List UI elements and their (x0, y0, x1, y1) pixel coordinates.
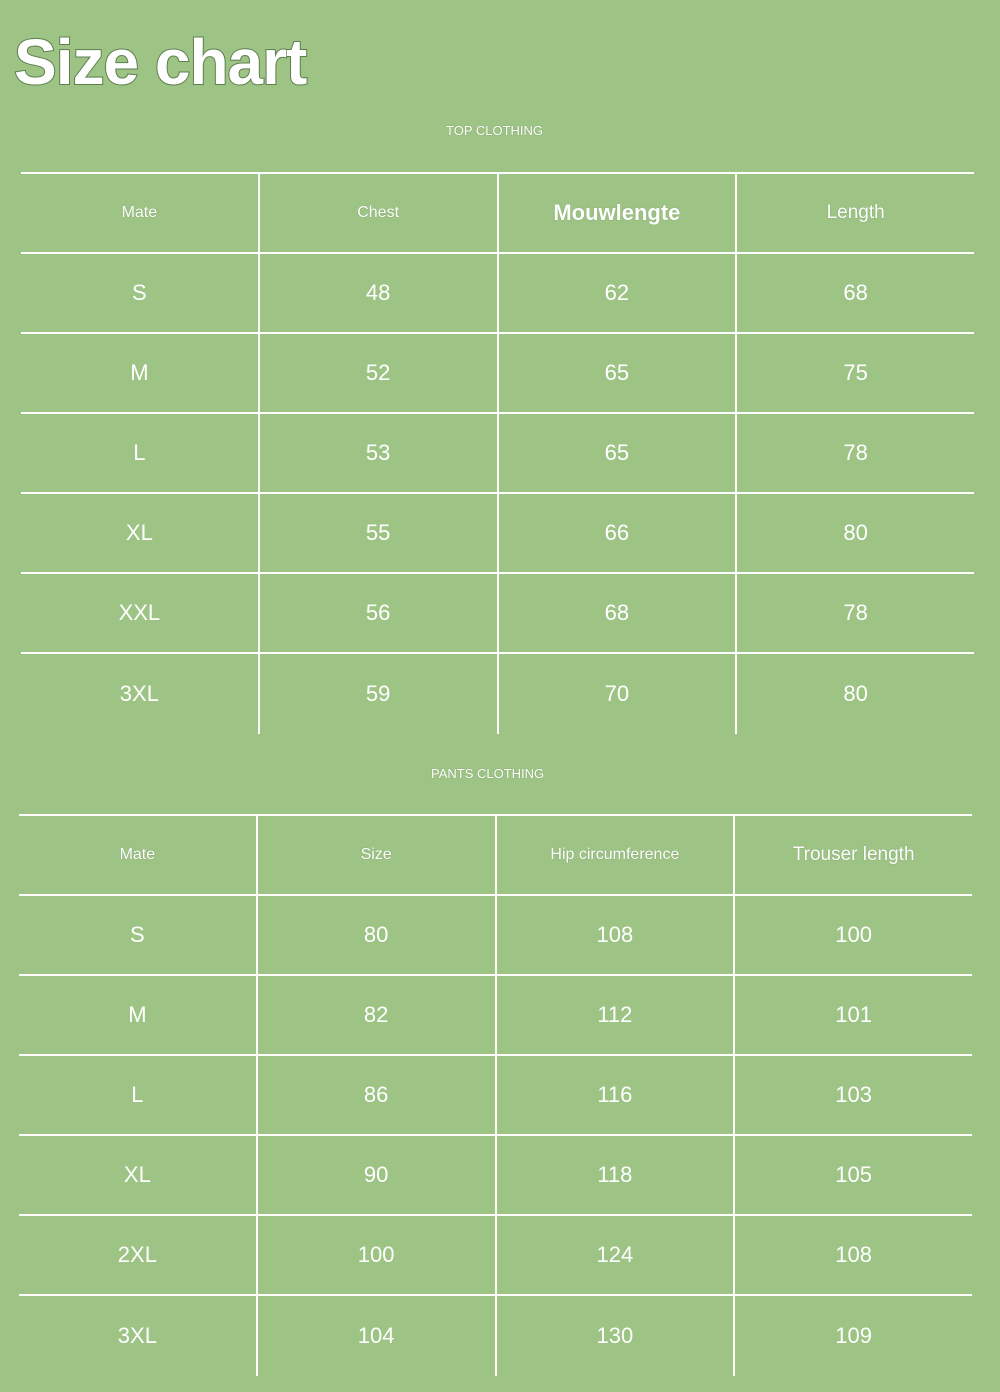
pants-clothing-label: PANTS CLOTHING (431, 766, 545, 781)
pants-size-table (19, 814, 972, 1376)
cell-sleeve-length: 68 (499, 574, 738, 652)
cell-size: 90 (258, 1136, 497, 1214)
cell-hip-circumference: 116 (497, 1056, 736, 1134)
cell-mate: L (19, 1056, 258, 1134)
cell-size: 104 (258, 1296, 497, 1376)
table-row (21, 494, 974, 574)
cell-chest: 52 (260, 334, 499, 412)
cell-size: XXL (21, 574, 260, 652)
table-row (19, 1296, 972, 1376)
table-header-row (19, 816, 972, 896)
cell-size: S (21, 254, 260, 332)
header-length: Length (826, 202, 885, 223)
table-row (19, 976, 972, 1056)
cell-trouser-length: 100 (835, 922, 872, 947)
cell-size: 80 (258, 896, 497, 974)
header-mate: Mate (21, 174, 260, 252)
cell-sleeve-length: 66 (499, 494, 738, 572)
cell-length: 80 (843, 681, 868, 706)
table-header-row (21, 174, 974, 254)
cell-chest: 59 (260, 654, 499, 734)
top-clothing-label: TOP CLOTHING (446, 123, 544, 138)
cell-mate: XL (19, 1136, 258, 1214)
cell-trouser-length: 108 (835, 1242, 872, 1267)
table-row (19, 1056, 972, 1136)
cell-length: 80 (843, 520, 868, 545)
header-size: Size (258, 816, 497, 894)
cell-size: M (21, 334, 260, 412)
cell-hip-circumference: 124 (497, 1216, 736, 1294)
cell-mate: 3XL (19, 1296, 258, 1376)
cell-hip-circumference: 130 (497, 1296, 736, 1376)
cell-size: XL (21, 494, 260, 572)
cell-hip-circumference: 112 (497, 976, 736, 1054)
header-mate: Mate (19, 816, 258, 894)
table-row (21, 414, 974, 494)
cell-length: 78 (843, 600, 868, 625)
cell-chest: 56 (260, 574, 499, 652)
cell-chest: 55 (260, 494, 499, 572)
cell-sleeve-length: 65 (499, 334, 738, 412)
page-title: Size chart (14, 26, 307, 98)
cell-size: 82 (258, 976, 497, 1054)
table-row (21, 574, 974, 654)
cell-length: 68 (843, 280, 868, 305)
header-sleeve-length: Mouwlengte (499, 174, 738, 252)
cell-mate: M (19, 976, 258, 1054)
cell-sleeve-length: 65 (499, 414, 738, 492)
cell-size: 100 (258, 1216, 497, 1294)
cell-length: 75 (843, 360, 868, 385)
cell-trouser-length: 109 (835, 1323, 872, 1348)
cell-size: 86 (258, 1056, 497, 1134)
top-size-table (21, 172, 974, 734)
header-chest: Chest (260, 174, 499, 252)
cell-trouser-length: 105 (835, 1162, 872, 1187)
header-hip-circumference: Hip circumference (497, 816, 736, 894)
table-row (19, 896, 972, 976)
cell-sleeve-length: 62 (499, 254, 738, 332)
cell-size: L (21, 414, 260, 492)
table-row (21, 254, 974, 334)
table-row (21, 654, 974, 734)
cell-length: 78 (843, 440, 868, 465)
cell-mate: S (19, 896, 258, 974)
table-row (19, 1136, 972, 1216)
cell-hip-circumference: 118 (497, 1136, 736, 1214)
cell-trouser-length: 101 (835, 1002, 872, 1027)
cell-hip-circumference: 108 (497, 896, 736, 974)
table-row (21, 334, 974, 414)
table-row (19, 1216, 972, 1296)
cell-sleeve-length: 70 (499, 654, 738, 734)
cell-trouser-length: 103 (835, 1082, 872, 1107)
header-trouser-length: Trouser length (792, 844, 915, 865)
cell-size: 3XL (21, 654, 260, 734)
cell-chest: 53 (260, 414, 499, 492)
cell-chest: 48 (260, 254, 499, 332)
cell-mate: 2XL (19, 1216, 258, 1294)
